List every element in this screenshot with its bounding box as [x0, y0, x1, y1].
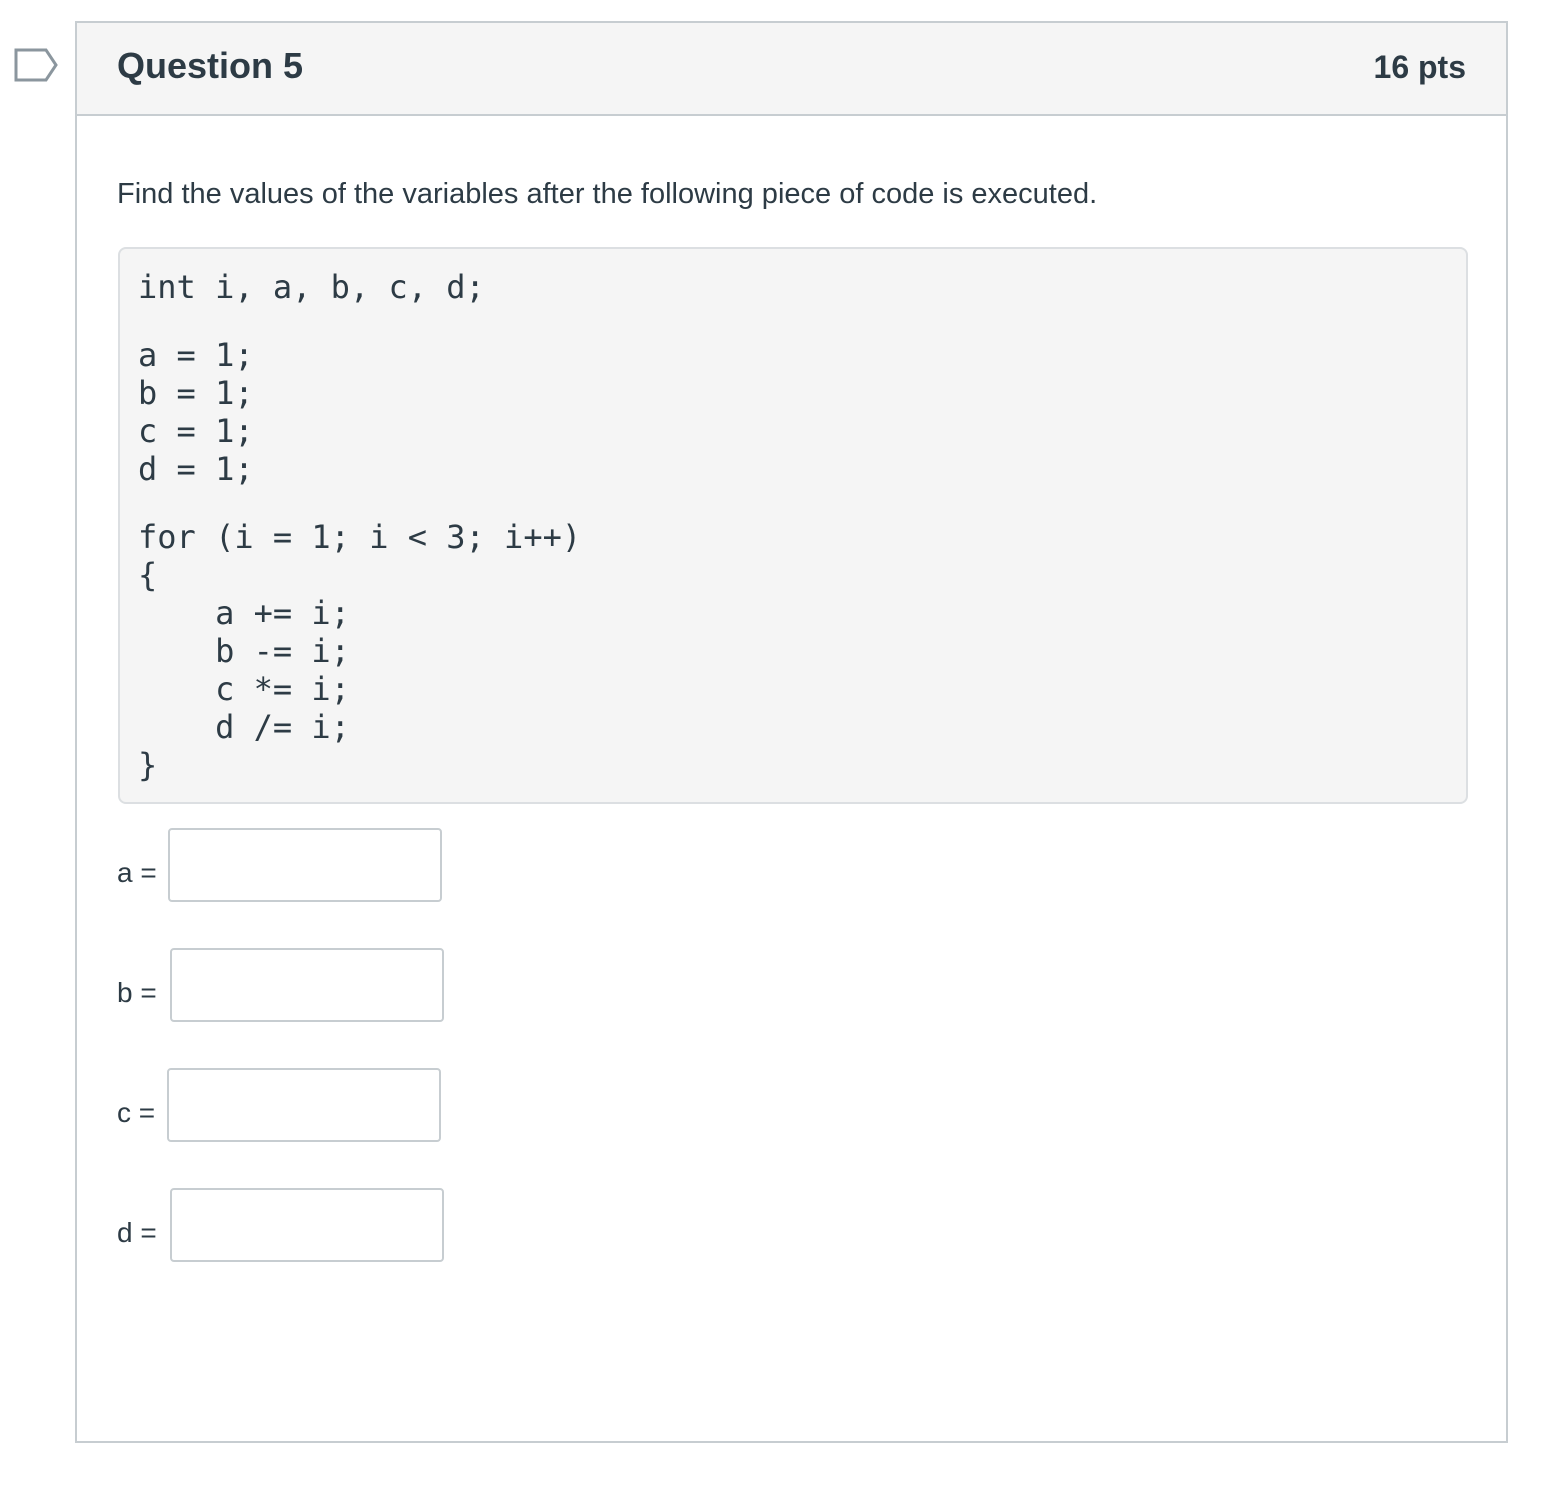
question-prompt: Find the values of the variables after the following piece of code is executed.: [117, 178, 1098, 210]
answer-input-c[interactable]: [167, 1068, 441, 1142]
answer-label-d: d =: [117, 1217, 157, 1248]
question-header: [77, 23, 1506, 116]
code-line: c *= i;: [138, 670, 350, 708]
code-line: {: [138, 556, 158, 594]
code-line: int i, a, b, c, d;: [138, 268, 485, 306]
answer-label-b: b =: [117, 977, 157, 1008]
question-title: Question 5: [117, 45, 304, 86]
answer-label-a: a =: [117, 857, 157, 888]
code-block: [118, 247, 1468, 804]
code-line: d = 1;: [138, 450, 254, 488]
code-line: b -= i;: [138, 632, 350, 670]
code-line: d /= i;: [138, 708, 350, 746]
question-card: [75, 21, 1508, 1443]
code-line: c = 1;: [138, 412, 254, 450]
question-points: 16 pts: [1373, 49, 1466, 85]
answer-input-d[interactable]: [170, 1188, 444, 1262]
answer-label-c: c =: [117, 1097, 156, 1128]
code-line: b = 1;: [138, 374, 254, 412]
code-line: for (i = 1; i < 3; i++): [138, 518, 582, 556]
code-line: }: [138, 746, 158, 784]
answer-input-a[interactable]: [168, 828, 442, 902]
answer-input-b[interactable]: [170, 948, 444, 1022]
code-line: a += i;: [138, 594, 350, 632]
code-line: a = 1;: [138, 336, 254, 374]
flag-question-icon[interactable]: [14, 48, 58, 82]
